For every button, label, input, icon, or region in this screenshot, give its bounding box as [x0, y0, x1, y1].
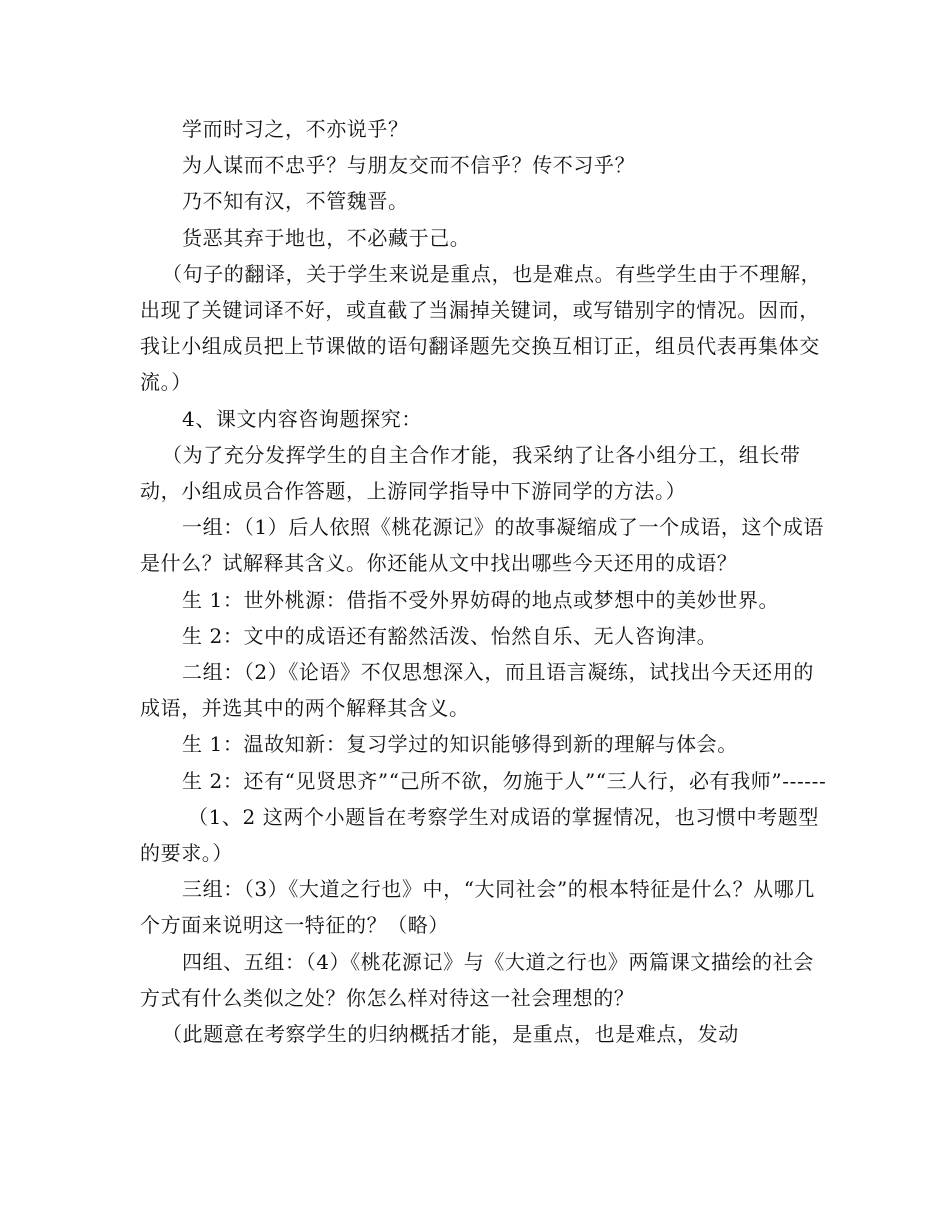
paragraph-7: （为了充分发挥学生的自主合作才能，我采纳了让各小组分工，组长带动，小组成员合作答题，上游同学指导中下游同学的方法。）	[140, 442, 801, 504]
paragraph-4: 货恶其弃于地也，不必藏于己。	[182, 225, 471, 250]
paragraph-11: 二组：（2）《论语》不仅思想深入，而且语言凝练，试找出今天还用的成语，并选其中的两个解释其含义。	[140, 660, 814, 721]
paragraph-2: 为人谋而不忠乎？与朋友交而不信乎？传不习乎？	[182, 153, 636, 178]
document-body	[140, 111, 830, 1052]
paragraph-14: （1、2 这两个小题旨在考察学生对成语的掌握情况，也习惯中考题型的要求。）	[140, 804, 820, 866]
paragraph-12: 生 1：温故知新：复习学过的知识能够得到新的理解与体会。	[182, 732, 738, 757]
paragraph-1: 学而时习之，不亦说乎？	[182, 117, 409, 141]
paragraph-9: 生 1：世外桃源：借指不受外界妨碍的地点或梦想中的美妙世界。	[182, 587, 780, 612]
paragraph-15: 三组：（3）《大道之行也》中，“大同社会”的根本特征是什么？从哪几个方面来说明这一特征的？（略）	[140, 877, 815, 938]
paragraph-10: 生 2：文中的成语还有豁然活泼、怡然自乐、无人咨询津。	[182, 623, 718, 648]
paragraph-5: （句子的翻译，关于学生来说是重点，也是难点。有些学生由于不理解，出现了关键词译不好，或直截了当漏掉关键词，或写错别字的情况。因而，我让小组成员把上节课做的语句翻译题先交换互相订正，组员代表再集体交流。）	[140, 261, 822, 395]
paragraph-17: （此题意在考察学生的归纳概括才能，是重点，也是难点，发动	[162, 1022, 739, 1047]
paragraph-6: 4、课文内容咨询题探究：	[182, 406, 422, 431]
paragraph-16: 四组、五组：（4）《桃花源记》与《大道之行也》两篇课文描绘的社会方式有什么类似之处？你怎么样对待这一社会理想的？	[140, 949, 814, 1010]
paragraph-3: 乃不知有汉，不管魏晋。	[182, 189, 409, 214]
paragraph-13: 生 2：还有“见贤思齐”“己所不欲，勿施于人”“三人行，必有我师”------	[182, 768, 827, 793]
paragraph-8: 一组：（1）后人依照《桃花源记》的故事凝缩成了一个成语，这个成语是什么？试解释其含义。你还能从文中找出哪些今天还用的成语？	[140, 515, 824, 576]
